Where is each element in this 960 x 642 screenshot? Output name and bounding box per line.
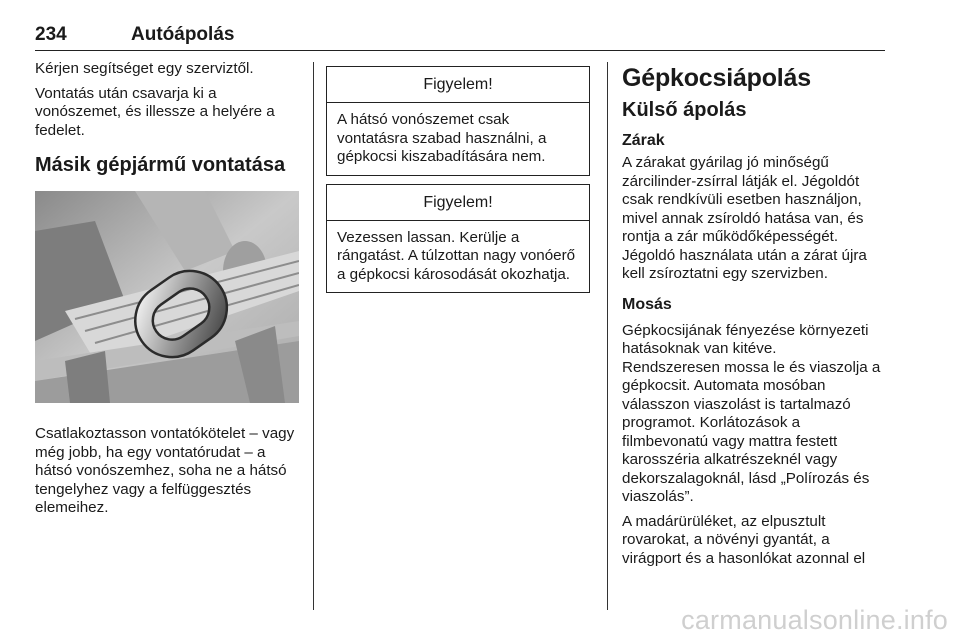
wash-paragraph-2: Rendszeresen mossa le és viaszolja a gépkocsit. Automata mosóban válasszon viaszolást is tartalmazó programot. Korlátozások a filmbevonatú vagy mattra festett karosszéria alkatrészeknél vagy dekorszalagoknál, lásd „Polírozás és viaszolás”. bbox=[622, 358, 881, 505]
subsection-title: Külső ápolás bbox=[622, 99, 747, 121]
section-title: Gépkocsiápolás bbox=[622, 64, 811, 92]
chapter-title: Autóápolás bbox=[131, 24, 235, 45]
warning-title-2: Figyelem! bbox=[327, 185, 589, 221]
warning-text-1: A hátsó vonószemet csak vontatásra szabad használni, a gépkocsi kiszabadítására nem. bbox=[337, 111, 547, 165]
locks-paragraph: A zárakat gyárilag jó minőségű zárcilinder-zsírral látják el. Jégoldót csak rendkívüli esetben használjon, mivel annak zsíroldó hatása van, és rontja a zár működőképességét. Jégoldó használata után a zárat újra kell zsíroztatni egy szervizben. bbox=[622, 154, 867, 282]
warning-title-1: Figyelem! bbox=[327, 67, 589, 103]
warning-box-1 bbox=[326, 66, 590, 176]
warning-text-2: Vezessen lassan. Kerülje a rángatást. A túlzottan nagy vonóerő a gépkocsi károsodását okozhatja. bbox=[337, 228, 576, 283]
locks-heading: Zárak bbox=[622, 132, 665, 149]
illustration-caption: Csatlakoztasson vontatókötelet – vagy még jobb, ha egy vontatórudat – a hátsó vonószemhez, soha ne a hátsó tengelyhez vagy a felfüggesztés elemeihez. bbox=[35, 425, 295, 516]
wash-paragraph-3: A madárürüléket, az elpusztult rovarokat, a növényi gyantát, a virágport és a hasonlókat azonnal el bbox=[622, 512, 866, 567]
column-middle bbox=[326, 60, 590, 293]
column-divider-2 bbox=[607, 62, 608, 610]
towing-eye-illustration bbox=[35, 191, 299, 403]
wash-paragraph-1: Gépkocsijának fényezése környezeti hatásoknak van kitéve. bbox=[622, 321, 869, 357]
column-right bbox=[622, 60, 888, 568]
page-number: 234 bbox=[35, 24, 67, 45]
column-left bbox=[35, 60, 303, 518]
intro-paragraph-1: Kérjen segítséget egy szerviztől. bbox=[35, 60, 254, 77]
section-heading-towing-other: Másik gépjármű vontatása bbox=[35, 154, 286, 176]
column-divider-1 bbox=[313, 62, 314, 610]
watermark: carmanualsonline.info bbox=[681, 605, 948, 635]
page-header bbox=[35, 22, 885, 51]
warning-box-2 bbox=[326, 184, 590, 294]
wash-heading: Mosás bbox=[622, 295, 672, 313]
intro-paragraph-2: Vontatás után csavarja ki a vonószemet, és illessze a helyére a fedelet. bbox=[35, 84, 275, 139]
